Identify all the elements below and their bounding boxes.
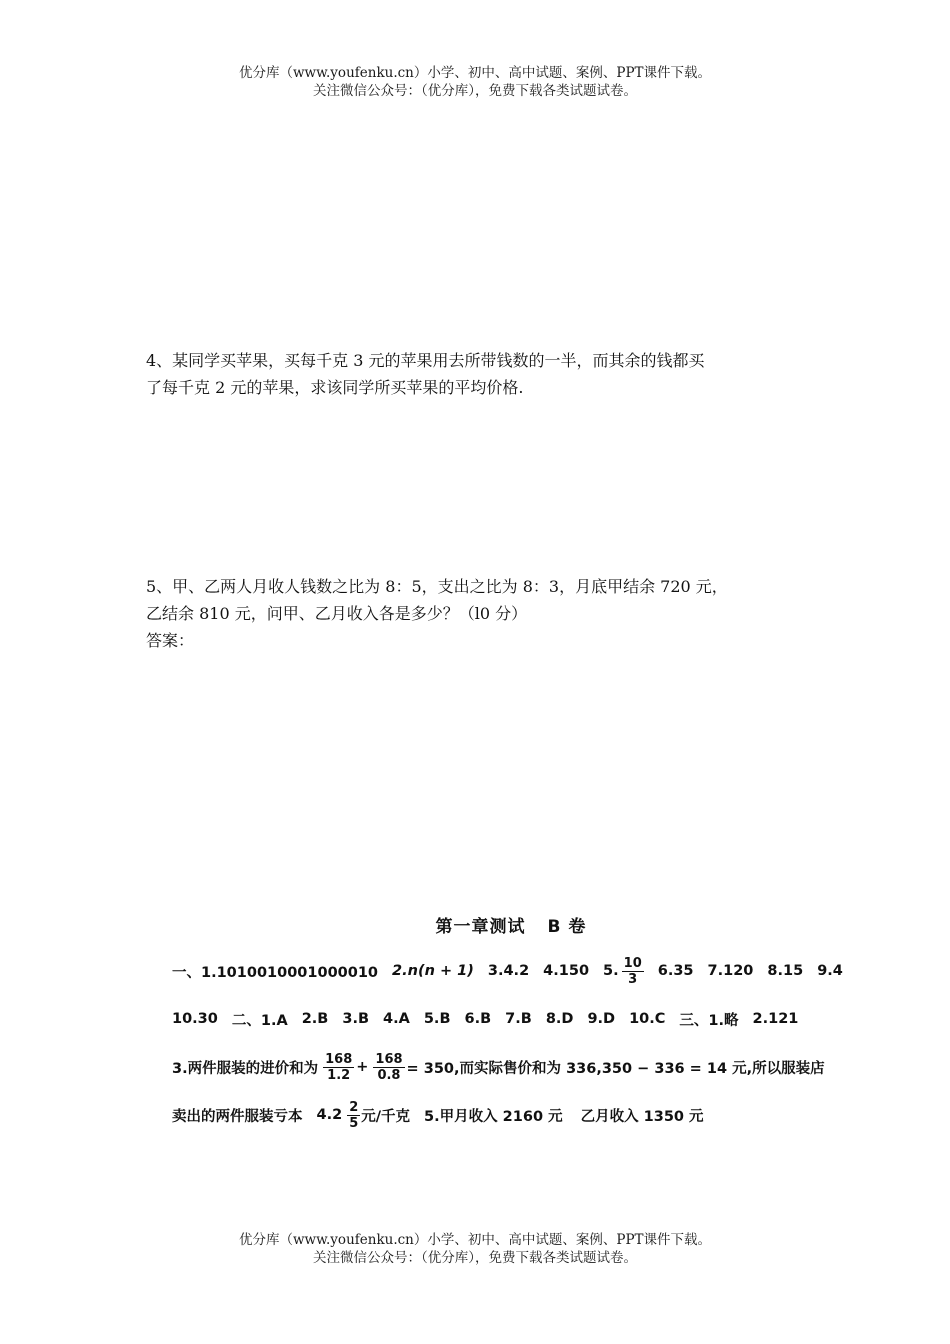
fraction-denominator: 0.8 xyxy=(377,1067,401,1083)
fraction-10-3 xyxy=(622,956,644,987)
answer-row-2-item: 二、1.A xyxy=(231,1012,288,1029)
answer-1-6: 6.35 xyxy=(657,963,694,979)
fraction-numerator: 2 xyxy=(349,1099,359,1115)
answer-row-2 xyxy=(172,995,822,1043)
answer-1-8: 8.15 xyxy=(767,963,804,979)
question-4-line-2: 了每千克 2 元的苹果，求该同学所买苹果的平均价格. xyxy=(146,378,524,397)
answer-1-1: 一、1.1010010001000010 xyxy=(172,964,379,981)
question-4-line-1: 4、某同学买苹果，买每千克 3 元的苹果用去所带钱数的一半，而其余的钱都买 xyxy=(146,351,705,370)
answer-1-4: 4.150 xyxy=(543,963,590,979)
answer-3-suffix: = 350,而实际售价和为 336,350 − 336 = 14 元,所以服装店 xyxy=(406,1060,825,1077)
answer-3-prefix: 3.两件服装的进价和为 xyxy=(172,1060,319,1077)
fraction-denominator: 1.2 xyxy=(327,1067,351,1083)
question-4 xyxy=(146,347,826,401)
answer-label: 答案： xyxy=(146,631,195,650)
answer-key-title-main: 第一章测试 xyxy=(435,917,526,937)
answer-key-title-suffix: B 卷 xyxy=(547,917,587,937)
answer-row-3 xyxy=(172,1043,825,1091)
answer-row-2-item: 7.B xyxy=(505,1011,532,1027)
footer-line-1: 优分库（www.youfenku.cn）小学、初中、高中试题、案例、PPT课件下载。 xyxy=(238,1232,712,1248)
answer-row-2-item: 10.30 xyxy=(172,1011,218,1027)
fraction-numerator: 168 xyxy=(375,1051,403,1067)
fraction-denominator: 3 xyxy=(628,971,638,987)
fraction-2-5 xyxy=(347,1100,360,1131)
page-footer xyxy=(0,1231,950,1267)
answer-4-text: 卖出的两件服装亏本 xyxy=(172,1108,303,1125)
answer-row-2-item: 4.A xyxy=(383,1011,410,1027)
fraction-168-0-8 xyxy=(373,1052,404,1083)
answer-row-2-item: 3.B xyxy=(342,1011,370,1027)
question-5 xyxy=(146,573,826,654)
answer-1-3: 3.4.2 xyxy=(487,963,530,979)
answer-5-yi: 乙月收入 1350 元 xyxy=(580,1108,704,1125)
answer-row-2-item: 8.D xyxy=(545,1011,574,1027)
answer-row-2-item: 5.B xyxy=(423,1011,451,1027)
answer-row-2-item: 9.D xyxy=(587,1011,616,1027)
question-5-line-2: 乙结余 810 元，问甲、乙月收入各是多少？（l0 分） xyxy=(146,604,528,623)
fraction-denominator: 5 xyxy=(349,1115,359,1131)
answer-4-value xyxy=(317,1100,411,1131)
page-header xyxy=(0,64,950,100)
answer-row-4 xyxy=(172,1091,822,1139)
fraction-numerator: 168 xyxy=(325,1051,353,1067)
answer-4-unit: 元/千克 xyxy=(361,1108,411,1125)
answer-row-2-item: 10.C xyxy=(629,1011,666,1027)
answer-5-jia: 5.甲月收入 2160 元 xyxy=(424,1108,563,1125)
header-line-1: 优分库（www.youfenku.cn）小学、初中、高中试题、案例、PPT课件下载。 xyxy=(238,65,712,81)
answer-key xyxy=(172,912,843,1139)
answer-row-1 xyxy=(172,947,843,995)
answer-key-title xyxy=(172,912,822,937)
fraction-168-1-2 xyxy=(323,1052,354,1083)
answer-1-7: 7.120 xyxy=(707,963,754,979)
footer-line-2: 关注微信公众号：（优分库），免费下载各类试题试卷。 xyxy=(313,1250,637,1266)
answer-1-9: 9.4 xyxy=(817,963,843,979)
question-5-line-1: 5、甲、乙两人月收人钱数之比为 8：5，支出之比为 8：3，月底甲结余 720 元， xyxy=(146,577,728,596)
answer-row-2-item: 6.B xyxy=(464,1011,492,1027)
answer-1-5 xyxy=(603,956,644,987)
answer-row-2-item: 2.121 xyxy=(752,1011,799,1027)
plus-sign: + xyxy=(356,1059,369,1075)
answer-4-prefix: 4.2 xyxy=(316,1107,343,1123)
header-line-2: 关注微信公众号：（优分库），免费下载各类试题试卷。 xyxy=(313,83,637,99)
answer-1-2: 2.n(n + 1) xyxy=(392,963,474,979)
answer-row-2-item: 2.B xyxy=(301,1011,329,1027)
fraction-numerator: 10 xyxy=(623,955,642,971)
answer-row-2-item: 三、1.略 xyxy=(679,1012,739,1029)
answer-1-5-prefix: 5. xyxy=(603,963,619,979)
